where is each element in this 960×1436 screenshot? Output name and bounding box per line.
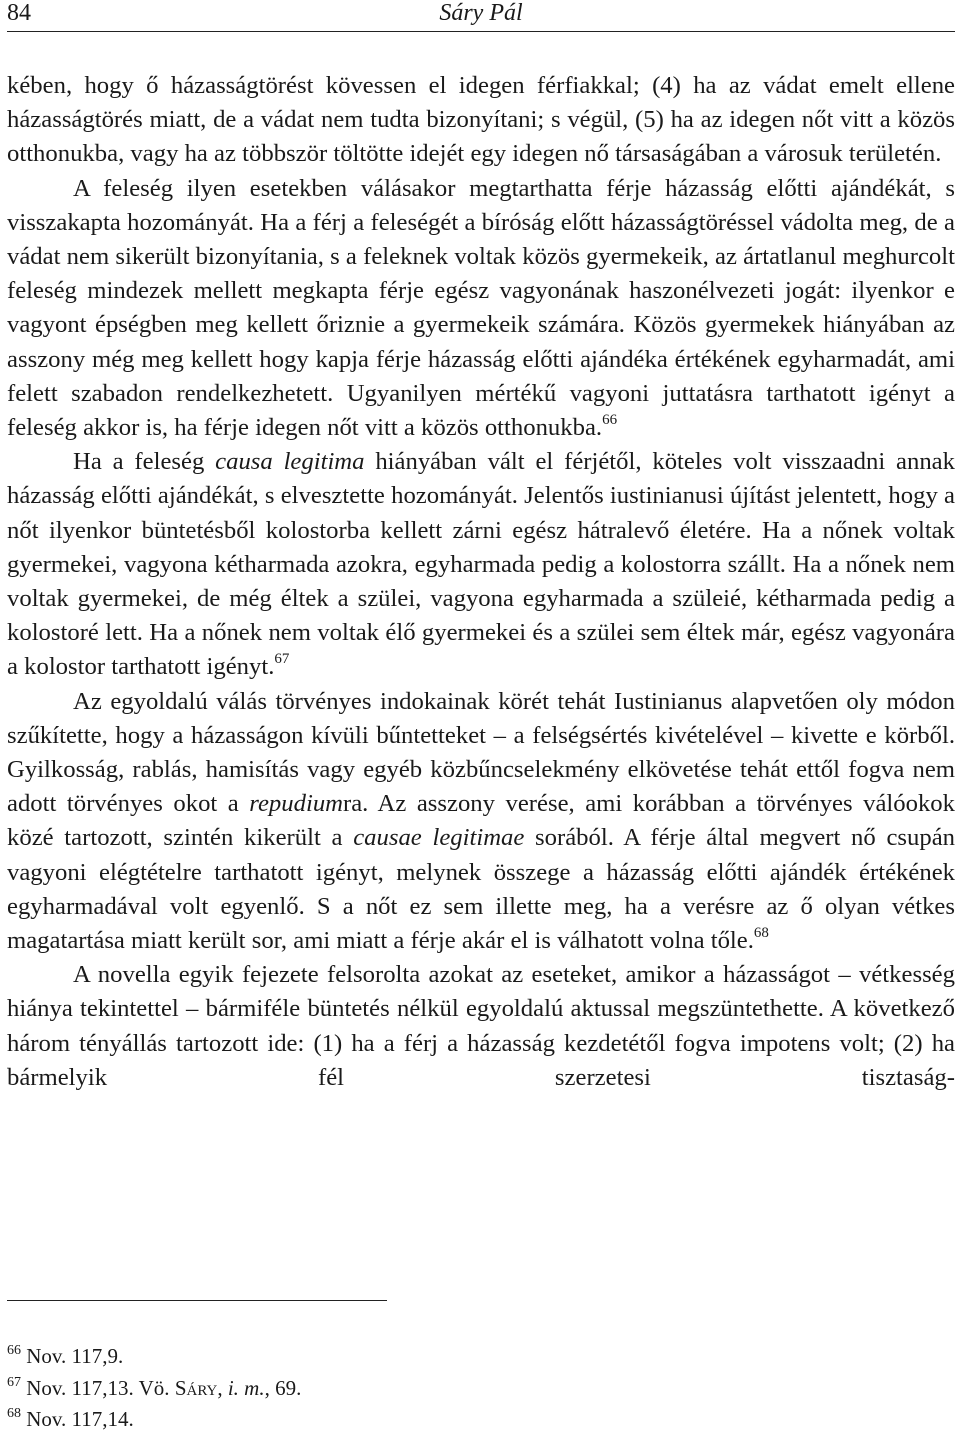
footnote-separator: [7, 1300, 387, 1301]
body-paragraph: [7, 958, 955, 1095]
footnote: [7, 1373, 955, 1405]
body-paragraph: [7, 685, 955, 959]
footnote-number: 66: [7, 1343, 21, 1358]
text-run: Nov. 117,9.: [26, 1344, 124, 1368]
running-header: [7, 0, 955, 32]
body-paragraph: [7, 69, 955, 172]
text-run: kében, hogy ő házasságtörést kövessen el idegen férfiakkal; (4) ha az vádat emelt ellene házasságtörés miatt, de a vádat nem tudta bizonyítani; s végül, (5) ha az idegen nőt vitt a közös otthonukba, vagy ha az többször töltötte idejét egy idegen nő társaságában a városuk területén.: [7, 72, 955, 168]
body-paragraph: [7, 172, 955, 446]
text-run: Nov. 117,14.: [26, 1407, 134, 1431]
footnote-number: 67: [7, 1374, 21, 1390]
body-paragraph: [7, 445, 955, 684]
footnote-reference: 68: [753, 925, 769, 942]
text-run: Nov. 117,13. Vö.: [26, 1375, 175, 1400]
book-page: [7, 0, 955, 1435]
text-run: A feleség ilyen esetekben válásakor megtarthatta férje házasság előtti ajándékát, s visszakapta hozományát. Ha a férj a feleségét a bíróság előtt házasságtöréssel vádolta meg, de a vádat nem sikerült bizonyítania, s a feleknek voltak közös gyermekeik, az ártatlanul meghurcolt feleség mindezek mellett megkapta férje egész vagyonának haszonélvezeti jogát: ilyenkor e vagyont épségben meg kellett őriznie a gyermekeik számára. Közös gyermekek hiányában az asszony még meg kellett hogy kapja férje házasság előtti ajándéka értékének egyharmadát, ami felett szabadon rendelkezhetett. Ugyanilyen mértékű vagyoni juttatásra tarthatott igényt a feleség akkor is, ha férje idegen nőt vitt a közös otthonukba.: [7, 174, 955, 442]
text-run: Az egyoldalú válás törvényes indokainak körét tehát Iustinianus alapvetően oly módon szűkítette, hogy a házasságon kívüli bűntetteket – a felségsértés kivételével – kivette e körből. Gyilkosság, rablás, hamisítás vagy egyéb közbűncselekmény elkövetése tehát ettől fogva nem adott törvényes okot a: [7, 687, 955, 818]
footnote: [7, 1341, 955, 1373]
italic-term: repudium: [249, 790, 343, 818]
text-run: A novella egyik fejezete felsorolta azokat az eseteket, amikor a házasságot – vétkesség hiánya tekintettel – bármiféle büntetés nélkül egyoldalú aktussal megszüntethette. A következő három tényállás tartozott ide: (1) ha a férj a házasság kezdetétől fogva impotens volt; (2) ha bármelyik fél szerzetesi tisztaság-: [7, 961, 955, 1091]
text-run: hiányában vált el férjétől, köteles volt visszaadni annak házasság előtti ajándékát, s elvesztette hozományát. Jelentős iustinianusi újítást jelentett, hogy a nőt ilyenkor büntetésből kolostorba kellett zárni egész hátralevő életére. Ha a nőnek voltak gyermekei, vagyona kétharmada azokra, egyharmada pedig a kolostorra szállt. Ha a nőnek nem voltak gyermekei, de még éltek a szülei, vagyona egyharmada a szüleié, kétharmada pedig a kolostoré lett. Ha a nőnek nem voltak élő gyermekei és a szülei sem éltek már, egész vagyonára a kolostor tarthatott igényt.: [7, 448, 955, 681]
page-number: 84: [7, 0, 31, 26]
text-run: , 69.: [264, 1375, 302, 1400]
author-name: Sáry: [174, 1375, 218, 1400]
text-run: ra. Az asszony verése, ami korábban a törvényes válóokok közé tartozott, szintén kikerült a: [7, 790, 955, 852]
text-run: ,: [217, 1375, 228, 1400]
footnote-reference: 67: [274, 651, 290, 668]
footnote: [7, 1404, 955, 1436]
body-text: [7, 69, 955, 1095]
footnotes: [7, 1341, 955, 1436]
footnote-number: 68: [7, 1406, 21, 1421]
text-run: Ha a feleség: [73, 448, 216, 476]
italic-term: i. m.: [227, 1375, 265, 1400]
italic-term: causae legitimae: [353, 824, 525, 852]
footnote-reference: 66: [602, 412, 618, 429]
text-run: sorából. A férje által megvert nő csupán vagyoni elégtételre tarthatott igényt, melynek összege a házasság előtti ajándék értékének egyharmadával volt egyenlő. S a nőt ez sem illette meg, ha a verésre az ő olyan vétkes magatartása miatt került sor, ami miatt a férje akár el is válhatott volna tőle.: [7, 824, 955, 955]
italic-term: causa legitima: [215, 448, 365, 476]
running-title: Sáry Pál: [439, 0, 523, 26]
